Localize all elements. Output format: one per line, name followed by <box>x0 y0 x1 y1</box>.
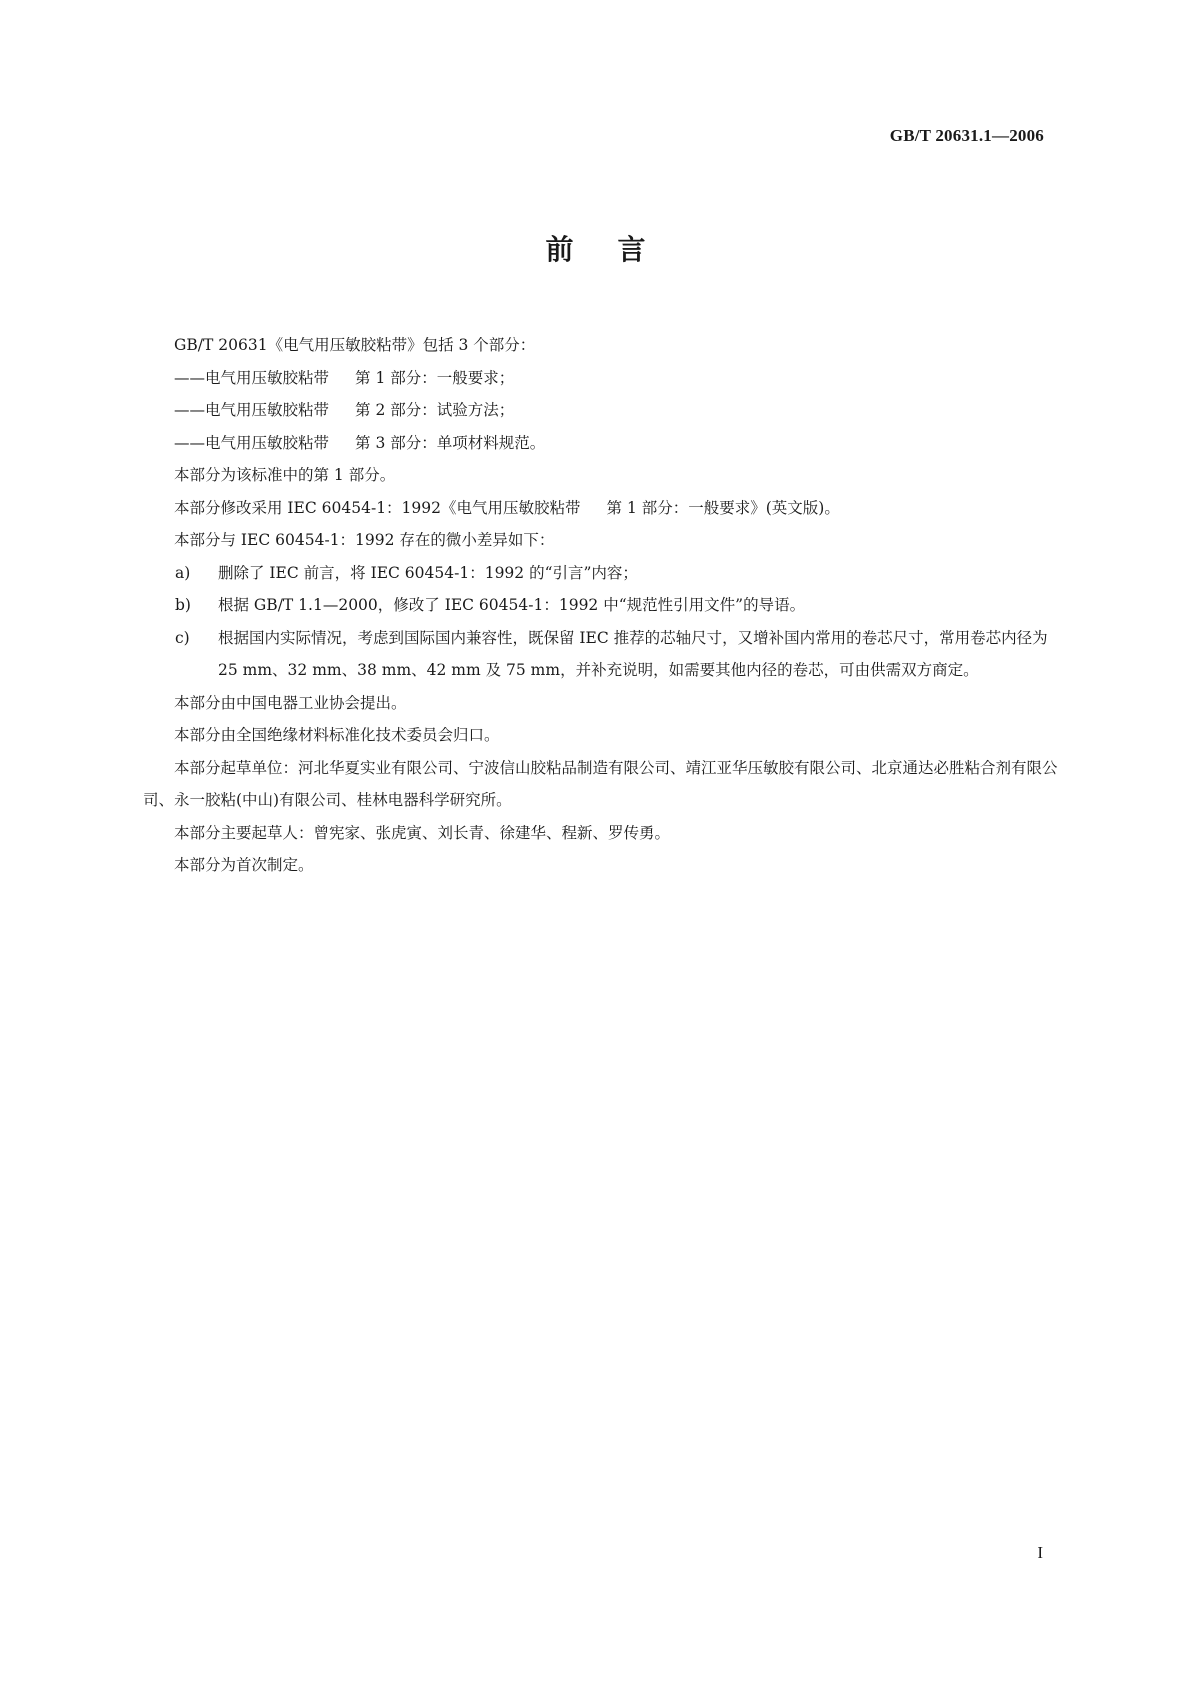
difference-item <box>143 622 1060 687</box>
adoption-text-a: 本部分修改采用 IEC 60454-1：1992《电气用压敏胶粘带 <box>174 498 581 517</box>
differences-intro-paragraph: 本部分与 IEC 60454-1：1992 存在的微小差异如下： <box>174 531 555 549</box>
drafters-paragraph: 本部分主要起草人：曾宪家、张虎寅、刘长青、徐建华、程新、罗传勇。 <box>174 823 671 842</box>
adoption-paragraph <box>143 492 1060 525</box>
this-part-paragraph: 本部分为该标准中的第 1 部分。 <box>174 466 396 484</box>
item-text: 删除了 IEC 前言，将 IEC 60454-1：1992 的“引言”内容； <box>218 563 638 582</box>
part-name: 电气用压敏胶粘带 <box>205 433 330 452</box>
part-name: 电气用压敏胶粘带 <box>205 368 330 387</box>
first-edition-paragraph: 本部分为首次制定。 <box>174 856 314 874</box>
dash-mark: —— <box>174 433 205 452</box>
intro-paragraph: GB/T 20631《电气用压敏胶粘带》包括 3 个部分： <box>174 336 536 354</box>
difference-item <box>143 557 1060 590</box>
part-list-item <box>143 362 1060 395</box>
part-detail: 第 1 部分：一般要求； <box>355 368 515 387</box>
foreword-body <box>143 329 1060 882</box>
adoption-text-b: 第 1 部分：一般要求》(英文版)。 <box>606 498 840 517</box>
item-marker: c) <box>175 628 190 647</box>
part-list-item <box>143 427 1060 460</box>
item-marker: b) <box>175 596 191 614</box>
dash-mark: —— <box>174 401 205 419</box>
part-name: 电气用压敏胶粘带 <box>205 401 330 419</box>
page-title: 前言 <box>545 233 690 266</box>
proposed-by-paragraph: 本部分由中国电器工业协会提出。 <box>174 693 407 712</box>
item-text: 根据 GB/T 1.1—2000，修改了 IEC 60454-1：1992 中“规范性引用文件”的导语。 <box>218 596 806 614</box>
part-detail: 第 2 部分：试验方法； <box>355 401 515 419</box>
part-list-item <box>143 394 1060 427</box>
standard-code: GB/T 20631.1—2006 <box>889 126 1044 145</box>
part-detail: 第 3 部分：单项材料规范。 <box>355 433 546 452</box>
page-number: I <box>1037 1543 1043 1562</box>
managed-by-paragraph: 本部分由全国绝缘材料标准化技术委员会归口。 <box>174 726 500 744</box>
dash-mark: —— <box>174 368 205 387</box>
item-text: 根据国内实际情况，考虑到国际国内兼容性，既保留 IEC 推荐的芯轴尺寸，又增补国内常用的卷芯尺寸，常用卷芯内径为 25 mm、32 mm、38 mm、42 mm 及 75 mm，并补充说明，如需要其他内径的卷芯，可由供需双方商定。 <box>218 628 1048 679</box>
drafting-units-paragraph: 本部分起草单位：河北华夏实业有限公司、宁波信山胶粘品制造有限公司、靖江亚华压敏胶有限公司、北京通达必胜粘合剂有限公司、永一胶粘(中山)有限公司、桂林电器科学研究所。 <box>143 758 1058 809</box>
difference-item <box>143 589 1060 622</box>
item-marker: a) <box>175 563 191 582</box>
